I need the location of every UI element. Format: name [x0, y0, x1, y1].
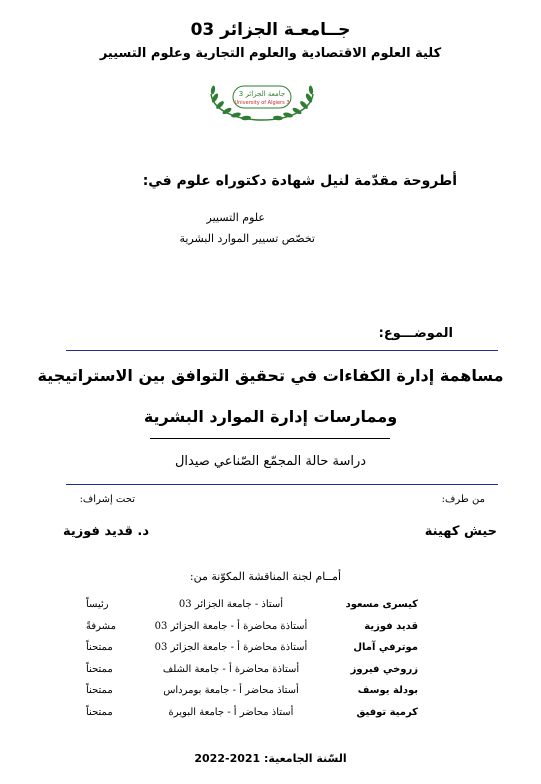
laurel-logo-icon: [205, 74, 319, 124]
member-role: ممتحناً: [86, 706, 113, 718]
table-row: [86, 616, 418, 638]
member-name: موترفي آمال: [353, 642, 418, 654]
case-study: دراسة حالة المجمّع الصّناعي صيدال: [174, 454, 367, 469]
member-rank: أستاذة محاضرة أ - جامعة الشلف: [162, 663, 300, 675]
supervisor-name: د. قديد فوزية: [63, 524, 149, 539]
thesis-field: علوم التسيير: [206, 211, 265, 224]
member-rank: أستاذة محاضرة أ - جامعة الجزائر 03: [154, 642, 308, 654]
member-name: زروخي فيروز: [350, 663, 418, 675]
member-rank: أستاذة محاضرة أ - جامعة الجزائر 03: [154, 620, 308, 632]
faculty-name: كلية العلوم الاقتصادية والعلوم التجارية وعلوم التسيير: [99, 46, 442, 61]
member-role: ممتحناً: [86, 642, 113, 654]
table-row: [86, 702, 418, 724]
member-role: ممتحناً: [86, 685, 113, 697]
member-name: قديد فوزية: [364, 620, 418, 632]
thesis-title-line-1: مساهمة إدارة الكفاءات في تحقيق التوافق بين الاستراتيجية: [37, 366, 504, 385]
member-name: بودلة يوسف: [357, 685, 418, 697]
university-logo: [205, 74, 319, 124]
logo-text-en: University of Algiers 3: [234, 100, 290, 106]
thesis-presented-for: أطروحة مقدّمة لنيل شهادة دكتوراه علوم في:: [142, 173, 457, 189]
supervision-label: تحت إشراف:: [79, 494, 135, 505]
member-rank: أستاذ محاضر أ - جامعة بومرداس: [163, 685, 299, 697]
committee-title: أمــام لجنة المناقشة المكوّنة من:: [189, 570, 341, 583]
member-role: رئيساً: [86, 599, 109, 611]
thesis-specialization: تخصّص تسيير الموارد البشرية: [179, 232, 315, 245]
by-label: من طرف:: [441, 494, 485, 505]
table-row: [86, 680, 418, 702]
committee-table: [86, 594, 418, 723]
university-name: جــامعـة الجزائر 03: [190, 20, 351, 40]
member-name: كيسرى مسعود: [345, 599, 418, 611]
table-row: [86, 637, 418, 659]
member-rank: أستاذ - جامعة الجزائر 03: [178, 599, 284, 611]
member-rank: أستاذ محاضر أ - جامعة البويرة: [168, 706, 294, 718]
title-underline: [150, 438, 390, 439]
member-name: كرمية توفيق: [356, 706, 418, 718]
logo-text-ar: جامعة الجزائر 3: [238, 90, 286, 98]
thesis-title-line-2: وممارسات إدارة الموارد البشرية: [143, 407, 398, 426]
subject-label: الموضـــوع:: [378, 326, 453, 341]
bottom-divider: [66, 484, 498, 485]
academic-year: السّنة الجامعية: 2021-2022: [194, 752, 347, 765]
table-row: [86, 659, 418, 681]
member-role: ممتحناً: [86, 663, 113, 675]
top-divider: [66, 350, 498, 351]
table-row: [86, 594, 418, 616]
member-role: مشرفةً: [86, 620, 116, 632]
student-name: حيش كهينة: [424, 524, 497, 539]
